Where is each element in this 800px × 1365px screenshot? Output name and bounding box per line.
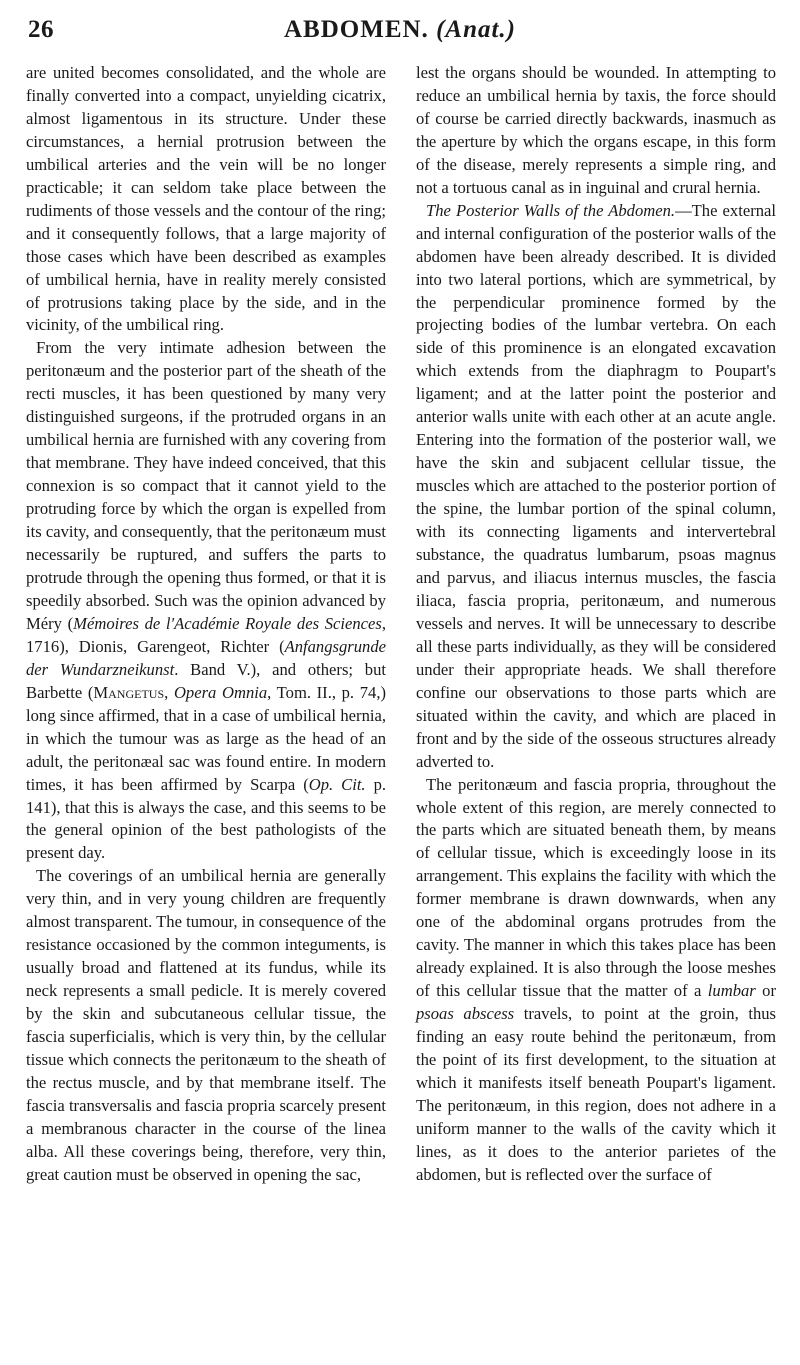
text-run: The peritonæum and fascia propria, throughout the whole extent of this region, are merely connected to the parts which are situated beneath them, by means of cellular tissue, which is exceedingly loose in its arrangement. This explains the facility with which the former membrane is drawn downwards, when any one of the abdominal organs protrudes from the cavity. The manner in which this takes place has been already explained. It is also through the loose meshes of this cellular tissue that the matter of a <box>416 774 776 1001</box>
text-run: —The external and internal configuration of the posterior walls of the abdomen have been already described. It is divided into two lateral portions, which are symmetrical, by the perpendicular prominence formed by the projecting bodies of the lumbar vertebra. On each side of this prominence is an elongated excavation which extends from the diaphragm to Poupart's ligament; and at the latter point the posterior and anterior walls unite with each other at an acute angle. Entering into the formation of the posterior wall, we have the skin and subjacent cellular tissue, the muscles which are attached to the posterior portion of the spine, the lumbar portion of the spinal column, with its connecting ligaments and intervertebral substance, the quadratus lumbarum, psoas magnus and parvus, and iliacus internus muscles, the fascia iliaca, fascia propria, peritonæum, and numerous vessels and nerves. It will be unnecessary to describe all these parts individually, as they will be considered under their appropriate heads. We shall therefore confine our observations to those parts which are situated within the cavity, and which are placed in front and by the side of the osseous structures already adverted to. <box>416 200 776 771</box>
text-run: , 1716), Dionis, Garengeot, Richter ( <box>26 613 386 656</box>
italic-text: Anfangsgrunde der Wundarzneikunst <box>26 636 386 679</box>
running-head-title: ABDOMEN. <box>284 16 429 43</box>
text-run: The coverings of an umbilical hernia are generally very thin, and in very young children are frequently almost transparent. The tumour, in consequence of the resistance occasioned by the common integuments, is usually broad and flattened at its fundus, while its neck represents a small pedicle. It is merely covered by the skin and subcutaneous cellular tissue, the fascia superficialis, which is very thin, by the cellular tissue which connects the peritonæum to the sheath of the rectus muscle, and by that membrane itself. The fascia transversalis and fascia propria scarcely present a membranous character in the course of the linea alba. All these coverings being, therefore, very thin, great caution must be observed in opening the sac, <box>26 866 386 1184</box>
paragraph <box>416 774 776 1187</box>
italic-text: psoas abscess <box>416 1004 515 1024</box>
paragraph <box>26 337 386 865</box>
text-run: p. 141), that this is always the case, and this seems to be the general opinion of the best pathologists of the present day. <box>26 774 387 863</box>
text-run: are united becomes consolidated, and the whole are finally converted into a compact, unyielding cicatrix, almost ligamentous in its structure. Under these circumstances, a hernial protrusion between the umbilical arteries and the vein will be no longer practicable; it can seldom take place between the rudiments of those vessels and the contour of the ring; and it consequently follows, that a large majority of those cases which have been described as examples of umbilical hernia, have in reality merely consisted of protrusions taking place by the side, and in the vicinity, of the umbilical ring. <box>26 63 386 335</box>
italic-text: Opera Omnia <box>173 682 268 702</box>
running-head-subtitle: (Anat.) <box>436 16 516 43</box>
text-run: . Band V.), and others; but Barbette ( <box>26 659 386 702</box>
paragraph <box>26 865 386 1186</box>
page-header <box>28 16 772 48</box>
text-columns <box>26 62 776 1352</box>
small-caps-text: Mangetus <box>93 682 165 702</box>
text-run: , Tom. II., p. 74,) long since affirmed, that in a case of umbilical hernia, in which the tumour was as large as the head of an adult, the peritonæal sac was found entire. In modern times, it has been affirmed by Scarpa ( <box>26 682 386 794</box>
page-number: 26 <box>28 16 54 43</box>
left-column <box>26 62 386 1352</box>
italic-text: lumbar <box>707 981 756 1001</box>
running-head <box>28 16 772 44</box>
text-run: travels, to point at the groin, thus finding an easy route behind the peritonæum, from the point of its first development, to the situation at which it manifests itself beneath Poupart's ligament. The peritonæum, in this region, does not adhere in a uniform manner to the walls of the cavity which it lines, as it does to the anterior parietes of the abdomen, but is reflected over the surface of <box>416 1004 776 1184</box>
right-column <box>416 62 776 1352</box>
text-run: lest the organs should be wounded. In attempting to reduce an umbilical hernia by taxis, the force should of course be carried directly backwards, inasmuch as the aperture by which the organs escape, in this form of the disease, merely represents a simple ring, and not a tortuous canal as in inguinal and crural hernia. <box>416 63 776 197</box>
paragraph <box>416 200 776 774</box>
italic-text: Mémoires de l'Académie Royale des Sciences <box>73 613 382 633</box>
text-run: or <box>755 981 776 1001</box>
paragraph <box>26 62 386 337</box>
italic-text: Op. Cit. <box>308 774 366 794</box>
italic-text: The Posterior Walls of the Abdomen. <box>426 200 676 220</box>
paragraph <box>416 62 776 200</box>
text-run: , <box>164 682 174 702</box>
text-run: From the very intimate adhesion between the peritonæum and the posterior part of the sheath of the recti muscles, it has been questioned by many very distinguished surgeons, if the protruded organs in an umbilical hernia are furnished with any covering from that membrane. They have indeed conceived, that this connexion is so compact that it cannot yield to the protruding force by which the organ is expelled from its cavity, and consequently, that the peritonæum must necessarily be ruptured, and suffers the parts to protrude through the opening thus formed, or that it is speedily absorbed. Such was the opinion advanced by Méry ( <box>26 338 386 633</box>
